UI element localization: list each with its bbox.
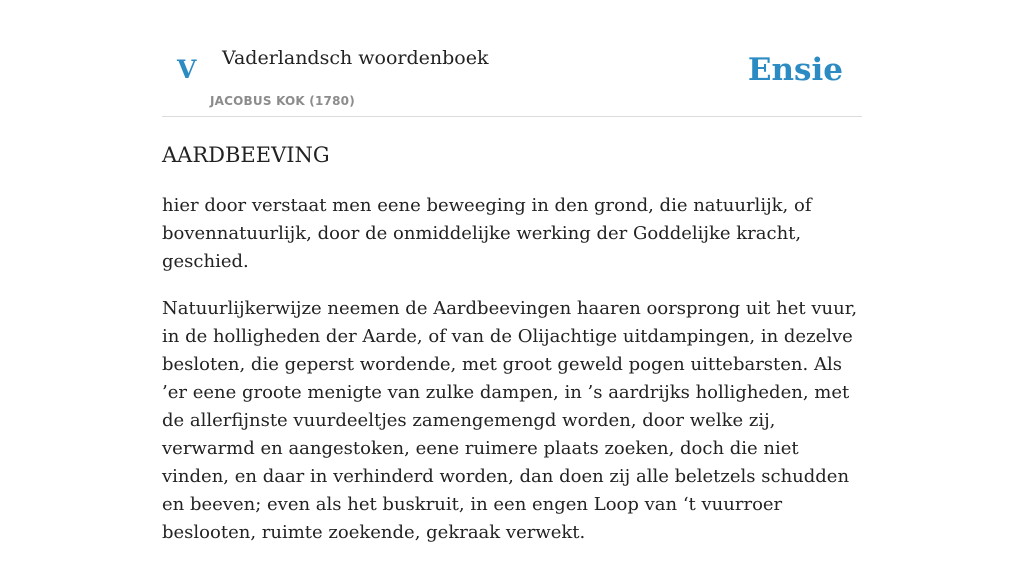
section-letter[interactable]: V bbox=[177, 55, 197, 84]
entry-paragraph: Natuurlijkerwijze neemen de Aardbeevingen haaren oorsprong uit het vuur, in de holligheden der Aarde, of van de Olijachtige uitdampingen, in dezelve besloten, die geperst wordende, met groot geweld pogen uittebarsten. Als ’er eene groote menigte van zulke dampen, in ’s aardrijks holligheden, met de allerfijnste vuurdeeltjes zamengemengd worden, door welke zij, verwarmd en aangestoken, eene ruimere plaats zoeken, doch die niet vinden, en daar in verhinderd worden, dan doen zij alle beletzels schudden en beeven; even als het buskruit, in een engen Loop van ‘t vuurroer beslooten, ruimte zoekende, gekraak verwekt. bbox=[162, 298, 858, 543]
author-line: JACOBUS KOK (1780) bbox=[210, 94, 355, 108]
entry-body bbox=[162, 192, 867, 566]
entry-paragraph: hier door verstaat men eene beweeging in den grond, die natuurlijk, of bovennatuurlijk, door de onmiddelijke werking der Goddelijke kracht, geschied. bbox=[162, 195, 812, 272]
entry-headword: AARDBEEVING bbox=[162, 143, 330, 167]
header bbox=[162, 0, 862, 117]
book-title-link[interactable]: Vaderlandsch woordenboek bbox=[222, 47, 489, 69]
brand-logo-link[interactable]: Ensie bbox=[747, 52, 843, 88]
